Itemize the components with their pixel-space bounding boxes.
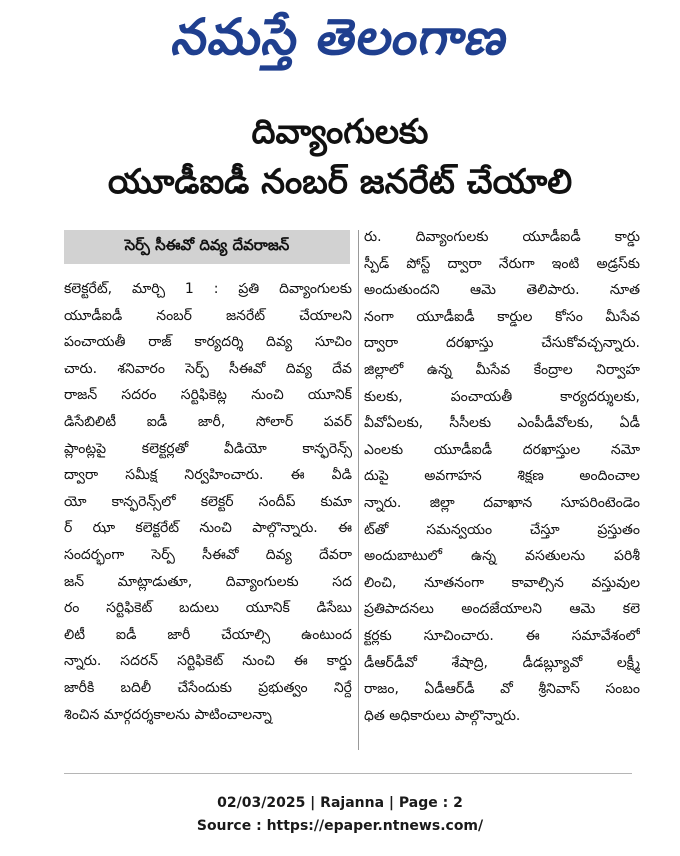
article-line: స్పీడ్ పోస్ట్ ద్వారా నేరుగా ఇంటి అడ్రస్‌కు: [364, 255, 640, 272]
article-column-left: [64, 276, 352, 728]
article-column-right: [364, 224, 640, 729]
article-line: ప్రతిపాదనలు అందజేయాలని ఆమె కలె: [364, 601, 640, 618]
article-line: అందుబాటులో ఉన్న వసతులను పరిశీ: [364, 548, 640, 565]
headline-line-1: దివ్యాంగులకు: [251, 112, 429, 152]
article-line: దుపై అవగాహన శిక్షణ అందించాల: [364, 468, 640, 485]
article-line: చారు. శనివారం సెర్ప్ సీఈవో దివ్య దేవ: [64, 360, 352, 377]
article-line: ద్వారా దరఖాస్తు చేసుకోవచ్చన్నారు.: [364, 335, 640, 352]
article-line: లించి, నూతనంగా కావాల్సిన వస్తువుల: [364, 574, 640, 591]
article-line: జన్ మాట్లాడుతూ, దివ్యాంగులకు సద: [64, 573, 352, 590]
article-line: వీవోఏలకు, సీసీలకు ఎంపీడీవోలకు, ఏడీ: [364, 415, 640, 432]
footer-rule: [64, 773, 632, 774]
footer-meta: 02/03/2025 | Rajanna | Page : 2: [217, 795, 463, 811]
article-line: క్టర్లకు సూచించారు. ఈ సమావేశంలో: [364, 627, 640, 644]
article-line: జిల్లాలో ఉన్న మీసేవ కేంద్రాల నిర్వాహ: [364, 361, 640, 378]
article-line: ర్ ఝా కలెక్టరేట్ నుంచి పాల్గొన్నారు. ఈ: [64, 520, 352, 537]
headline-line-2: యూడీఐడీ నంబర్ జనరేట్ చేయాలి: [107, 162, 573, 202]
article-line: కులకు, పంచాయతీ కార్యదర్శులకు,: [364, 388, 640, 405]
article-line: యో కాన్ఫరెన్స్‌లో కలెక్టర్ సందీప్ కుమా: [64, 493, 352, 510]
article-line: రాజం, ఏడీఆర్‌డీ వో శ్రీనివాస్ సంబం: [364, 681, 640, 698]
article-line: లిటీ ఐడీ జారీ చేయాల్సి ఉంటుంద: [64, 626, 352, 643]
article-line: రు. దివ్యాంగులకు యూడీఐడీ కార్డు: [364, 229, 640, 245]
article-line: డీఆర్‌డీవో శేషాద్రి, డీడబ్ల్యూవో లక్ష్మీ: [364, 654, 640, 671]
article-line: ద్వారా సమీక్ష నిర్వహించారు. ఈ వీడి: [64, 467, 352, 484]
article-line: ఎంలకు యూడీఐడీ దరఖాస్తుల నమో: [364, 441, 640, 458]
article-line: సందర్భంగా సెర్ప్ సీఈవో దివ్య దేవరా: [64, 546, 352, 563]
article-line: జారీకి బదిలీ చేసేందుకు ప్రభుత్వం నిర్దే: [64, 679, 352, 696]
article-line: న్నారు. జిల్లా దవాఖాన సూపరింటెండెం: [364, 494, 640, 511]
newspaper-masthead: నమస్తే తెలంగాణ: [168, 7, 515, 66]
article-line: రం సర్టిఫికెట్ బదులు యూనిక్ డిసేబు: [64, 600, 352, 617]
article-line: కలెక్టరేట్, మార్చి 1 : ప్రతి దివ్యాంగులకు: [64, 281, 352, 297]
article-line: ధిత అధికారులు పాల్గొన్నారు.: [364, 707, 521, 724]
column-divider: [358, 230, 359, 750]
article-line: డిసేబిలిటీ ఐడీ జారీ, సోలార్ పవర్: [64, 413, 352, 430]
article-line: న్నారు. సదరన్ సర్టిఫికెట్ నుంచి ఈ కార్డు: [64, 653, 352, 670]
article-line: అందుతుందని ఆమె తెలిపారు. నూత: [364, 282, 640, 299]
article-line: శించిన మార్గదర్శకాలను పాటించాలన్నా: [64, 706, 272, 723]
article-line: పంచాయతీ రాజ్ కార్యదర్శి దివ్య సూచిం: [64, 334, 352, 351]
article-line: ప్లాంట్లపై కలెక్టర్లతో వీడియో కాన్ఫరెన్స్: [64, 440, 352, 457]
article-line: నంగా యూడీఐడీ కార్డుల కోసం మీసేవ: [364, 308, 640, 325]
byline: సెర్ప్ సీఈవో దివ్య దేవరాజన్: [64, 230, 350, 264]
article-line: ట్‌తో సమన్వయం చేస్తూ ప్రస్తుతం: [364, 521, 640, 538]
article-line: యూడీఐడీ నంబర్ జనరేట్ చేయాలని: [64, 307, 352, 324]
footer-source: Source : https://epaper.ntnews.com/: [196, 818, 484, 834]
article-line: రాజన్ సదరం సర్టిఫికెట్ల నుంచి యూనిక్: [64, 387, 352, 404]
